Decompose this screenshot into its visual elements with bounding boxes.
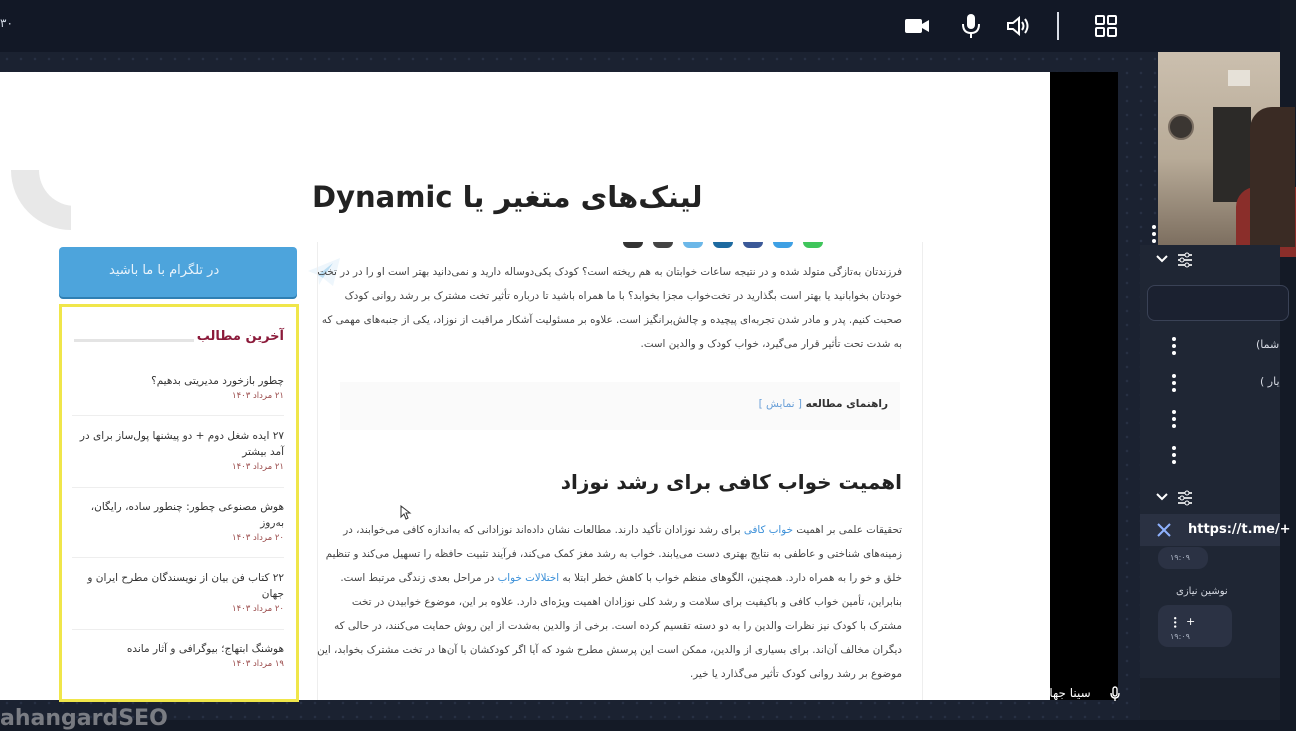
decorative-shape [11, 170, 71, 230]
elapsed-time: ۳۰ [0, 16, 13, 30]
post-title[interactable]: هوش مصنوعی چطور: چنطور ساده، رایگان، به‌روز [90, 501, 284, 529]
body-text: برای رشد نوزادان تأکید دارند. مطالعات نشان داده‌اند نوزادانی که به‌اندازه کافی می‌خوابند، در زمینه‌های شناختی و عاطفی به نتایج بهتری دست می‌یابند. خواب به رشد مغز کمک می‌کند، فرآیند تثبیت حافظه را تسهیل می‌کند و تنظیم خلق و خو را به همراه دارد. همچنین، الگوهای منظم خواب با کاهش خطر ابتلا به [325, 524, 902, 584]
divider [72, 487, 284, 488]
participant-row-text: یار ) [1260, 375, 1280, 388]
post-date: ۲۰ مرداد ۱۴۰۳ [232, 533, 284, 543]
mic-icon [1110, 686, 1120, 702]
speaker-name: سینا جهانی [1036, 686, 1091, 700]
shared-screen [0, 72, 1050, 731]
chat-bubble [1158, 605, 1232, 647]
video-bg-door [1213, 107, 1251, 202]
post-item[interactable] [74, 373, 284, 401]
post-title[interactable]: ۲۲ کتاب فن بیان از نویسندگان مطرح ایران و جهان [87, 572, 284, 600]
article-content [317, 242, 923, 700]
share-dot[interactable] [683, 242, 703, 248]
watermark: ahangardSEO [0, 706, 168, 731]
divider [72, 629, 284, 630]
post-item[interactable] [74, 570, 284, 614]
toc-label: راهنمای مطالعه [805, 398, 888, 410]
share-dot[interactable] [653, 242, 673, 248]
camera-icon[interactable] [903, 12, 931, 40]
chat-bubble [1158, 547, 1208, 569]
latest-posts-widget [59, 304, 299, 702]
video-bg-vent [1228, 70, 1250, 86]
mouse-cursor-icon [401, 506, 411, 520]
kebab-menu-icon[interactable] [1172, 446, 1176, 467]
sleep-disorders-link[interactable]: اختلالات خواب [497, 572, 560, 584]
wall-clock [1168, 114, 1194, 140]
body-text: تحقیقات علمی بر اهمیت [792, 524, 902, 536]
telegram-join-button[interactable] [59, 247, 297, 297]
share-dot[interactable] [623, 242, 643, 248]
divider [72, 415, 284, 416]
post-item[interactable] [74, 428, 284, 472]
toolbar-divider [1057, 12, 1059, 40]
body-text: در مراحل بعدی زندگی مرتبط است. بنابراین، تأمین خواب کافی و باکیفیت برای سلامت و رشد کلی نوزادان اهمیت ویژه‌ای دارد. علاوه بر این، موضوع خوابیدن در تخت مشترک با کودک نیز نظرات والدین را به دو دسته تقسیم کرده است. برخی از والدین به‌شدت از این روش حمایت می‌کنند، در حالی که دیگران مخالف آن‌اند. برای بسیاری از والدین، ممکن است این پرسش مطرح شود که آیا اگر کودکشان با آن‌ها در تخت مشترک بخوابد، این موضوع بر رشد روانی کودک تأثیر می‌گذارد یا خیر. [317, 572, 902, 680]
letterbox-bar [1050, 72, 1118, 700]
sender-name: نوشین نیازی [1176, 586, 1228, 597]
post-date: ۲۰ مرداد ۱۴۰۳ [232, 604, 284, 614]
post-item[interactable] [74, 499, 284, 543]
side-panel-input[interactable] [1147, 285, 1289, 321]
kebab-menu-icon[interactable] [1152, 225, 1156, 246]
filter-icon[interactable] [1177, 252, 1193, 268]
post-date: ۱۹ مرداد ۱۴۰۳ [232, 659, 284, 669]
mic-icon[interactable] [957, 12, 985, 40]
kebab-menu-icon[interactable] [1174, 617, 1176, 630]
filter-icon[interactable] [1177, 490, 1193, 506]
heading-underline [74, 339, 194, 342]
share-dot[interactable] [773, 242, 793, 248]
kebab-menu-icon[interactable] [1172, 337, 1176, 358]
chevron-down-icon[interactable] [1156, 493, 1168, 501]
share-dot[interactable] [803, 242, 823, 248]
section-heading: اهمیت خواب کافی برای رشد نوزاد [560, 470, 902, 494]
speaker-icon[interactable] [1005, 12, 1033, 40]
video-person [1250, 107, 1295, 247]
share-buttons [623, 242, 823, 248]
post-title[interactable]: ۲۷ ایده شغل دوم + دو پیشنها پول‌ساز برای در آمد بیشتر [79, 430, 284, 458]
message-text: + [1186, 615, 1196, 628]
post-date: ۲۱ مرداد ۱۴۰۳ [232, 462, 284, 472]
share-dot[interactable] [743, 242, 763, 248]
side-panel-footer [1140, 678, 1280, 720]
post-title[interactable]: هوشنگ ابتهاج؛ بیوگرافی و آثار مانده [126, 643, 284, 655]
link-url[interactable]: https://t.me/+ [1188, 522, 1291, 537]
toc-show-toggle[interactable]: [ نمایش ] [758, 398, 802, 410]
post-title[interactable]: چطور بازخورد مدیریتی بدهیم؟ [151, 375, 284, 387]
post-item[interactable] [74, 641, 284, 669]
participant-row-text: شما) [1256, 338, 1280, 351]
table-of-contents [340, 382, 900, 430]
sleep-link[interactable]: خواب کافی [743, 524, 793, 536]
intro-paragraph: فرزندتان به‌تازگی متولد شده و در نتیجه ساعات خوابتان به هم ریخته است؟ کودک یکی‌دوساله دارید و نمی‌دانید بهتر است او را در در تخت خودتان بخوابانید یا بهتر است بگذارید در تخت‌خواب مجزا بخوابد؟ با ما همراه باشید تا درباره تأثیر تخت مشترک بر رشد روانی کودک صحبت کنیم. پدر و مادر شدن تجربه‌ای پیچیده و چالش‌برانگیز است. علاوه بر مسئولیت آشکار مراقبت از نوزاد، یکی از جنبه‌های مهمی که به شدت تحت تأثیر قرار می‌گیرد، خواب کودک و والدین است. [317, 266, 902, 350]
telegram-button-label: در تلگرام با ما باشید [109, 263, 220, 278]
divider [72, 557, 284, 558]
latest-posts-heading: آخرین مطالب [196, 329, 284, 344]
pinned-link[interactable] [1140, 514, 1291, 546]
meeting-toolbar [0, 0, 1280, 52]
chevron-down-icon[interactable] [1156, 255, 1168, 263]
body-paragraph [317, 518, 902, 686]
kebab-menu-icon[interactable] [1172, 410, 1176, 431]
participant-video [1158, 52, 1280, 245]
grid-icon[interactable] [1092, 12, 1120, 40]
message-time: ۱۹:۰۹ [1170, 632, 1190, 641]
message-time: ۱۹:۰۹ [1170, 553, 1190, 562]
close-icon[interactable] [1157, 523, 1171, 537]
kebab-menu-icon[interactable] [1172, 374, 1176, 395]
share-dot[interactable] [713, 242, 733, 248]
post-date: ۲۱ مرداد ۱۴۰۳ [232, 391, 284, 401]
slide-title: لینک‌های متغیر یا Dynamic [312, 180, 703, 214]
